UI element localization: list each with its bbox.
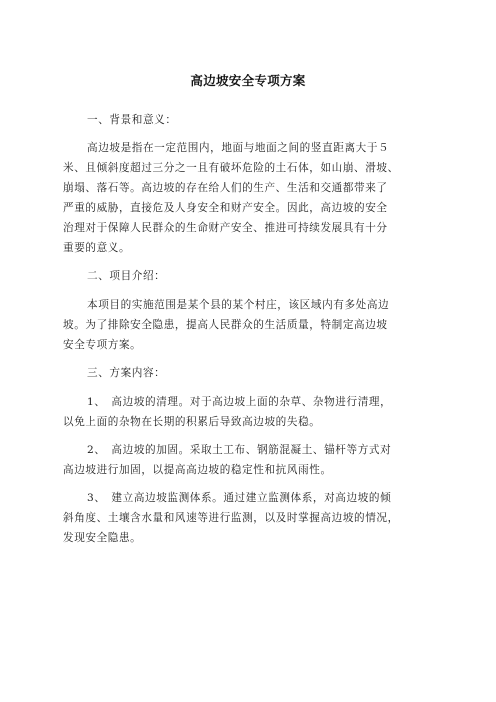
paragraph-line: 高边坡是指在一定范围内，地面与地面之间的竖直距离大于５ <box>87 142 390 154</box>
paragraph-line: 安全专项方案。 <box>63 339 142 351</box>
section-heading-project: 二、项目介绍： <box>87 270 166 282</box>
paragraph-line: 崩塌、落石等。高边坡的存在给人们的生产、生活和交通都带来了 <box>63 182 388 194</box>
paragraph-line: 治理对于保障人民群众的生命财产安全、推进可持续发展具有十分 <box>63 222 388 234</box>
paragraph-line: 严重的威胁，直接危及人身安全和财产安全。因此，高边坡的安全 <box>63 202 388 214</box>
list-item-line: 1、 高边坡的清理。对于高边坡上面的杂草、杂物进行清理， <box>87 396 392 408</box>
document-title: 高边坡安全专项方案 <box>190 73 306 88</box>
paragraph-line: 重要的意义。 <box>63 242 131 254</box>
section-heading-background: 一、背景和意义： <box>87 114 177 126</box>
list-item-line: 以免上面的杂物在长期的积累后导致高边坡的失稳。 <box>63 416 321 428</box>
list-item-line: 斜角度、土壤含水量和风速等进行监测，以及时掌握高边坡的情况， <box>63 512 399 524</box>
paragraph-line: 本项目的实施范围是某个县的某个村庄，该区域内有多处高边 <box>87 299 390 311</box>
list-item-line: 发现安全隐患。 <box>63 532 142 544</box>
list-item-line: 高边坡进行加固，以提高高边坡的稳定性和抗风雨性。 <box>63 464 332 476</box>
paragraph-line: 坡。为了排除安全隐患，提高人民群众的生活质量，特制定高边坡 <box>63 319 388 331</box>
list-item-line: 2、 高边坡的加固。采取土工布、钢筋混凝土、锚杆等方式对 <box>87 444 392 456</box>
list-item-line: 3、 建立高边坡监测体系。通过建立监测体系，对高边坡的倾 <box>87 492 392 504</box>
section-heading-plan: 三、方案内容： <box>87 367 166 379</box>
paragraph-line: 米、且倾斜度超过三分之一且有破坏危险的土石体，如山崩、滑坡、 <box>63 162 399 174</box>
